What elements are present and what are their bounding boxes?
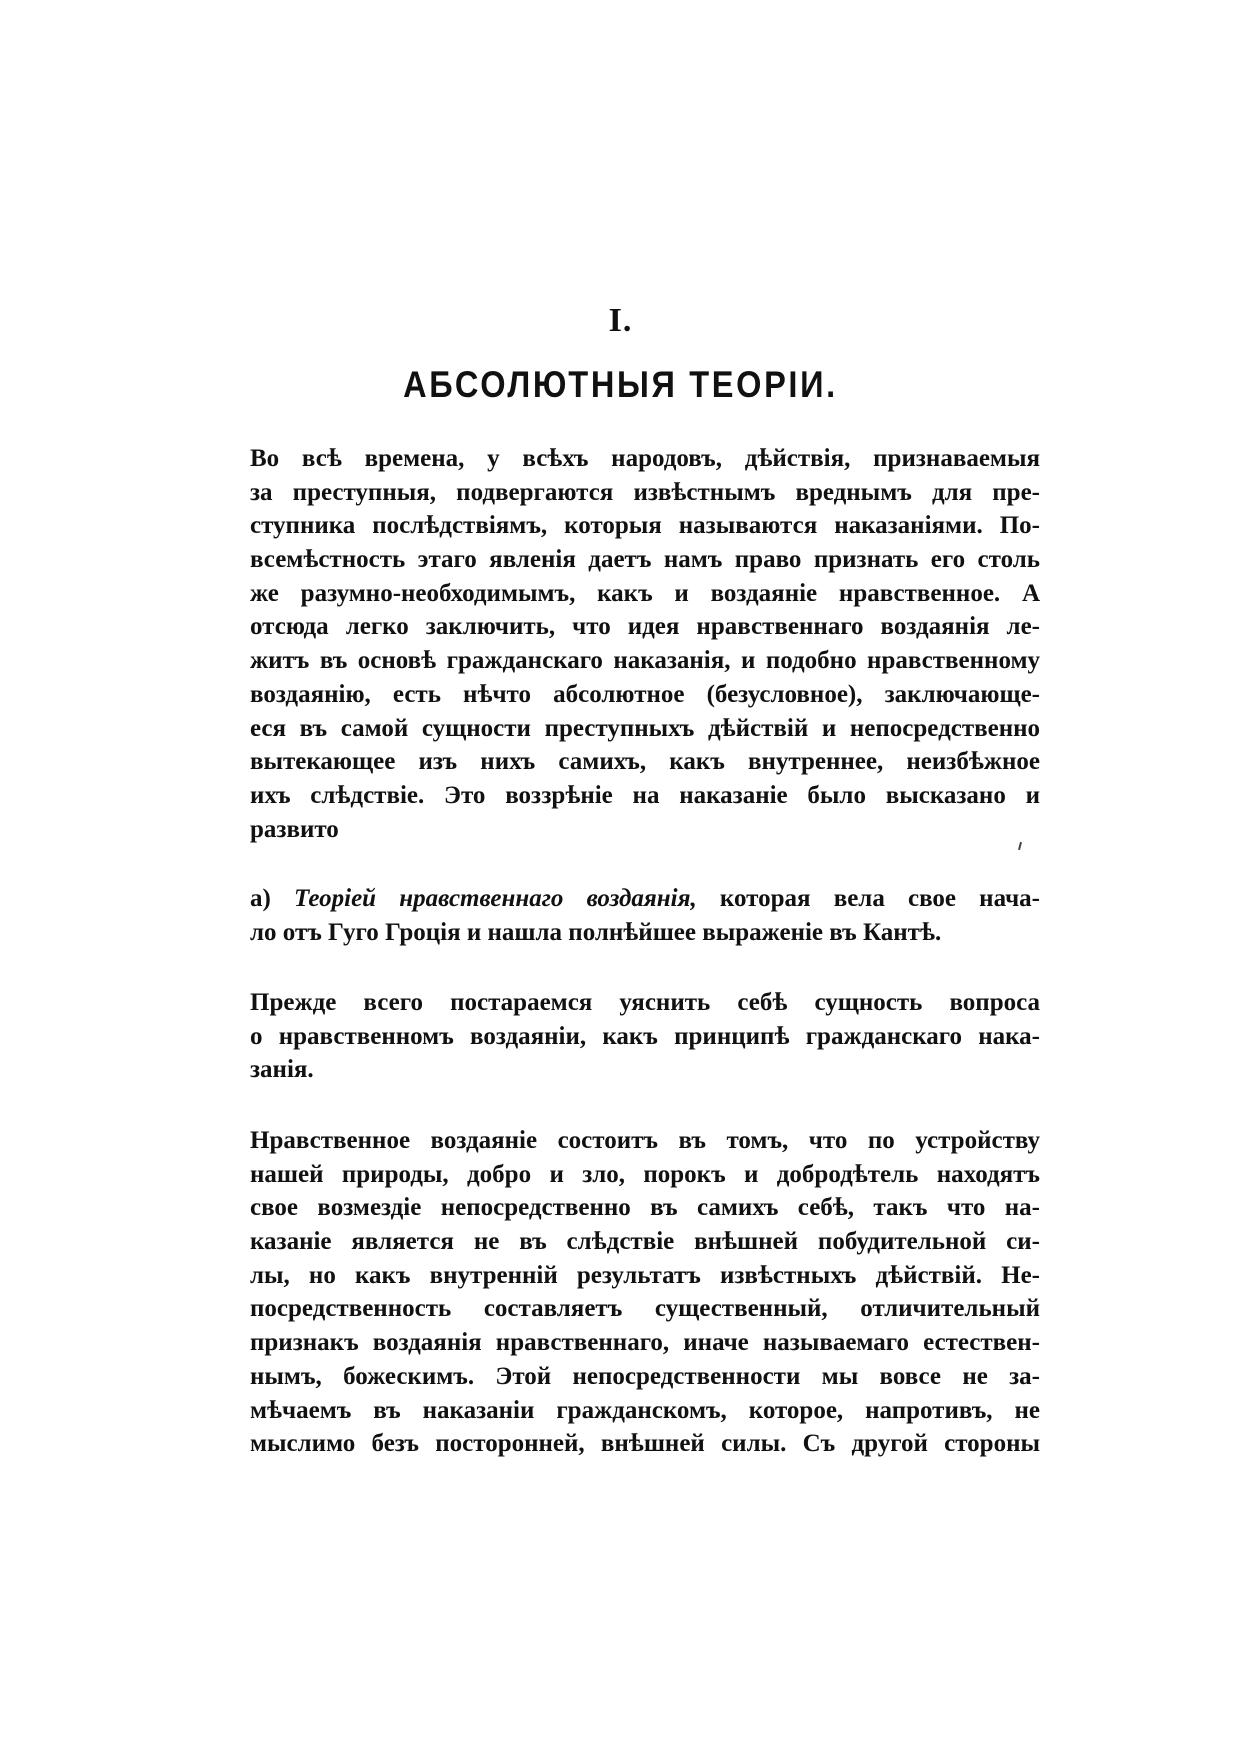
text-line: за преступныя, подвергаются извѣстнымъ вреднымъ для пре- xyxy=(250,478,1040,506)
text-line: занія. xyxy=(250,1056,314,1084)
chapter-number: I. xyxy=(608,302,633,339)
line-rest: которая вела свое нача- xyxy=(719,885,1040,912)
text-line: же разумно-необходимымъ, какъ и воздаяніе нравственное. А xyxy=(250,579,1040,607)
text-line: ло отъ Гуго Гроція и нашла полнѣйшее выраженіе въ Кантѣ. xyxy=(250,918,942,946)
text-line: казаніе является не въ слѣдствіе внѣшней побудительной си- xyxy=(250,1228,1040,1256)
paragraph-2 xyxy=(250,882,1040,949)
text-line: ступника послѣдствіямъ, которыя называются наказаніями. По- xyxy=(250,512,1040,540)
text-line: мѣчаемъ въ наказаніи гражданскомъ, которое, напротивъ, не xyxy=(250,1396,1040,1424)
text-line: мыслимо безъ посторонней, внѣшней силы. Съ другой стороны xyxy=(250,1430,1040,1458)
text-line: Нравственное воздаяніе состоитъ въ томъ, что по устройству xyxy=(250,1127,1040,1154)
text-line: житъ въ основѣ гражданскаго наказанія, и подобно нравственному xyxy=(250,647,1040,675)
italic-phrase: Теоріей нравственнаго воздаянія, xyxy=(293,885,697,912)
text-line: Прежде всего постараемся уяснить себѣ сущность вопроса xyxy=(250,989,1040,1016)
text-line: ихъ слѣдствіе. Это воззрѣніе на наказаніе было высказано и xyxy=(250,781,1040,809)
paragraph-3 xyxy=(250,986,1040,1087)
list-marker: а) xyxy=(250,885,271,912)
text-line: свое возмездіе непосредственно въ самихъ себѣ, такъ что на- xyxy=(250,1194,1040,1222)
text-line: воздаянію, есть нѣчто абсолютное (безусловное), заключающе- xyxy=(250,680,1040,708)
text-line: отсюда легко заключить, что идея нравственнаго воздаянія ле- xyxy=(250,613,1040,641)
text-line: Во всѣ времена, у всѣхъ народовъ, дѣйствія, признаваемыя xyxy=(250,445,1040,472)
text-line: посредственность составляетъ существенный, отличительный xyxy=(250,1295,1040,1323)
text-line: вытекающее изъ нихъ самихъ, какъ внутреннее, неизбѣжное xyxy=(250,748,1040,776)
text-line: еся въ самой сущности преступныхъ дѣйствій и непосредственно xyxy=(250,714,1040,742)
text-line: развито xyxy=(250,815,339,843)
text-line xyxy=(250,882,1040,916)
text-line: признакъ воздаянія нравственнаго, иначе называемаго естествен- xyxy=(250,1329,1040,1357)
text-line: лы, но какъ внутренній результатъ извѣстныхъ дѣйствій. Не- xyxy=(250,1261,1040,1289)
text-line: о нравственномъ воздаяніи, какъ принципѣ гражданскаго нака- xyxy=(250,1022,1040,1050)
paragraph-4 xyxy=(250,1124,1040,1461)
chapter-title: АБСОЛЮТНЫЯ ТЕОРІИ. xyxy=(403,364,838,405)
paragraph-1 xyxy=(250,442,1040,846)
text-line: всемѣстность этаго явленія даетъ намъ право признать его столь xyxy=(250,546,1040,574)
text-line: нымъ, божескимъ. Этой непосредственности мы вовсе не за- xyxy=(250,1362,1040,1390)
text-line: нашей природы, добро и зло, порокъ и добродѣтель находятъ xyxy=(250,1160,1040,1188)
